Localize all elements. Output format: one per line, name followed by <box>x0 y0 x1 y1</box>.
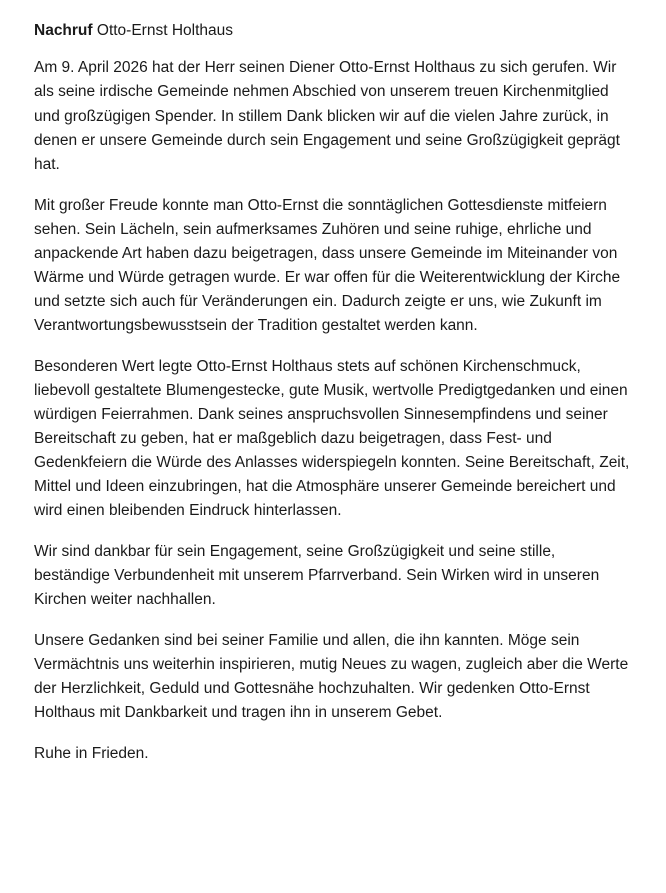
heading-subject: Otto-Ernst Holthaus <box>92 22 233 39</box>
closing-line: Ruhe in Frieden. <box>34 744 149 762</box>
paragraph-3: Besonderen Wert legte Otto-Ernst Holthaus stets auf schönen Kirchenschmuck, liebevoll gestaltete Blumengestecke, gute Musik, wertvolle Predigtgedanken und einen würdigen Feierrahmen. Dank seines anspruchsvollen Sinnesempfindens und seiner Bereitschaft zu geben, hat er maßgeblich dazu beigetragen, dass Fest- und Gedenkfeiern die Würde des Anlasses widerspiegeln konnten. Seine Bereitschaft, Zeit, Mittel und Ideen einzubringen, hat die Atmosphäre unserer Gemeinde bereichert und wird einen bleibenden Eindruck hinterlassen. <box>34 357 630 519</box>
paragraph-2: Mit großer Freude konnte man Otto-Ernst die sonntäglichen Gottesdienste mitfeiern sehen. Sein Lächeln, sein aufmerksames Zuhören und seine ruhige, ehrliche und anpackende Art haben dazu beigetragen, dass unsere Gemeinde im Miteinander von Wärme und Würde getragen wurde. Er war offen für die Weiterentwicklung der Kirche und setzte sich auch für Veränderungen ein. Dadurch zeigte er uns, wie Zukunft im Verantwortungsbewusstsein der Tradition gestaltet werden kann. <box>34 196 621 334</box>
document-heading <box>34 20 632 42</box>
heading-lead-word: Nachruf <box>34 22 93 39</box>
paragraph-1: Am 9. April 2026 hat der Herr seinen Diener Otto-Ernst Holthaus zu sich gerufen. Wir als seine irdische Gemeinde nehmen Abschied von unserem treuen Kirchenmitglied und großzügigen Spender. In stillem Dank blicken wir auf die vielen Jahre zurück, in denen er unsere Gemeinde durch sein Engagement und seine Großzügigkeit geprägt hat. <box>34 59 620 173</box>
document-body <box>34 20 632 766</box>
paragraph-4: Wir sind dankbar für sein Engagement, seine Großzügigkeit und seine stille, beständige Verbundenheit mit unserem Pfarrverband. Sein Wirken wird in unseren Kirchen weiter nachhallen. <box>34 542 600 608</box>
paragraph-5: Unsere Gedanken sind bei seiner Familie und allen, die ihn kannten. Möge sein Vermächtnis uns weiterhin inspirieren, mutig Neues zu wagen, zugleich aber die Werte der Herzlichkeit, Geduld und Gottesnähe hochzuhalten. Wir gedenken Otto-Ernst Holthaus mit Dankbarkeit und tragen ihn in unserem Gebet. <box>34 631 629 721</box>
